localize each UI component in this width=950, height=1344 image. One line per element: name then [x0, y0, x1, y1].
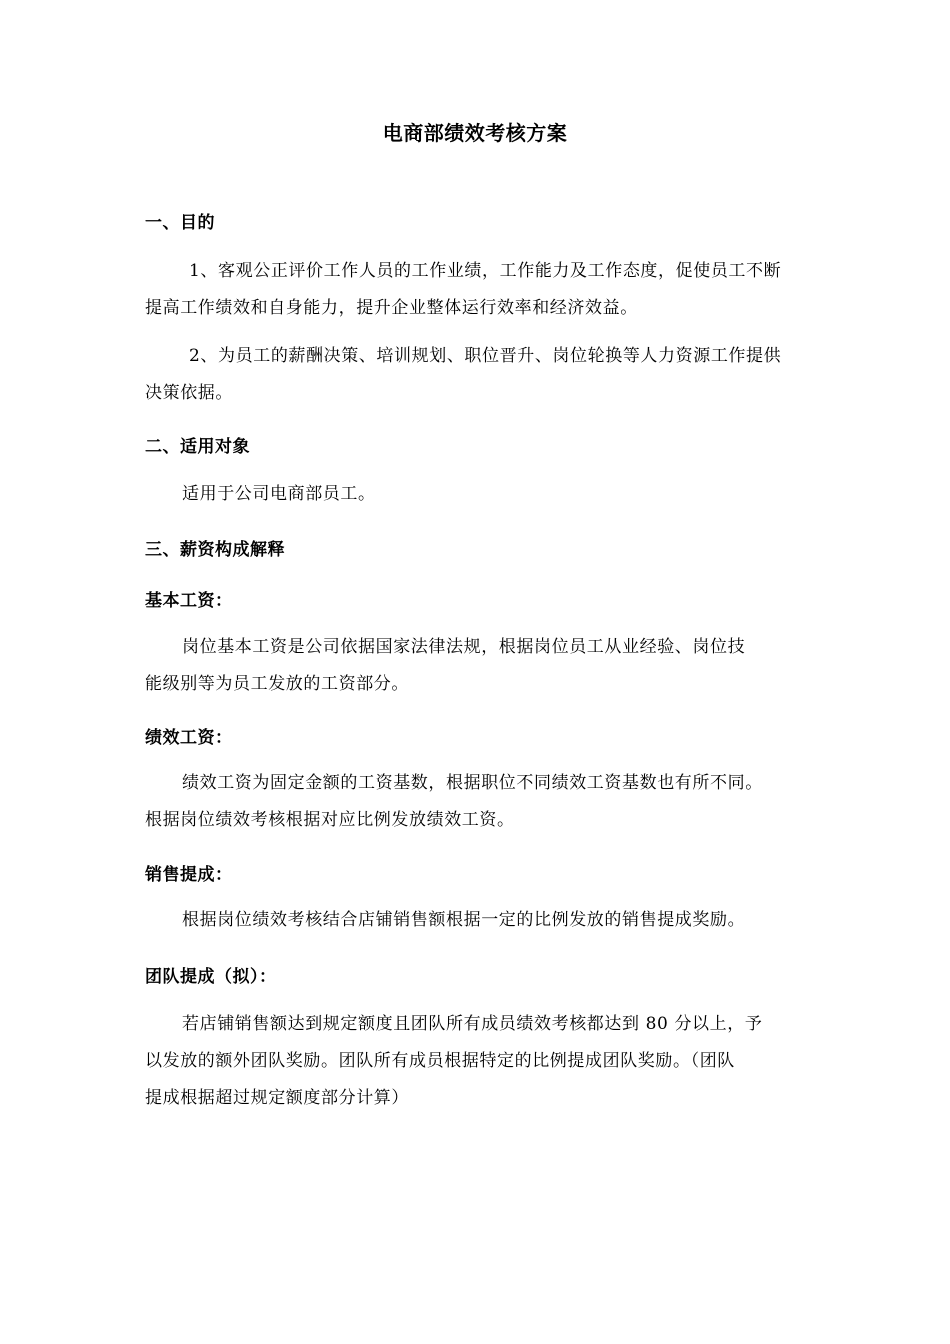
scope-paragraph — [145, 476, 376, 513]
paragraph-line: 能级别等为员工发放的工资部分。 — [145, 674, 409, 694]
paragraph-line: 提高工作绩效和自身能力，提升企业整体运行效率和经济效益。 — [145, 298, 638, 318]
paragraph-line: 根据岗位绩效考核结合店铺销售额根据一定的比例发放的销售提成奖励。 — [182, 910, 746, 930]
paragraph-line: 绩效工资为固定金额的工资基数，根据职位不同绩效工资基数也有所不同。 — [182, 773, 763, 793]
section-heading-scope: 二、适用对象 — [145, 437, 250, 457]
section-heading-purpose: 一、目的 — [145, 213, 215, 233]
paragraph-line: 以发放的额外团队奖励。团队所有成员根据特定的比例提成团队奖励。（团队 — [145, 1051, 735, 1071]
paragraph-line: 决策依据。 — [145, 383, 233, 403]
subheading-sales-commission: 销售提成： — [145, 865, 233, 885]
purpose-paragraph-1 — [145, 253, 781, 327]
paragraph-line: 2、为员工的薪酬决策、培训规划、职位晋升、岗位轮换等人力资源工作提供 — [189, 346, 782, 366]
paragraph-line: 根据岗位绩效考核根据对应比例发放绩效工资。 — [145, 810, 515, 830]
subheading-base-salary: 基本工资： — [145, 591, 233, 611]
sales-commission-paragraph — [145, 902, 745, 939]
team-commission-paragraph — [145, 1006, 762, 1117]
purpose-paragraph-2 — [145, 338, 781, 412]
paragraph-line: 适用于公司电商部员工。 — [182, 484, 376, 504]
subheading-team-commission: 团队提成（拟）： — [145, 967, 277, 987]
base-salary-paragraph — [145, 629, 745, 703]
section-heading-salary: 三、薪资构成解释 — [145, 540, 285, 560]
performance-salary-paragraph — [145, 765, 763, 839]
paragraph-line: 1、客观公正评价工作人员的工作业绩，工作能力及工作态度，促使员工不断 — [189, 261, 782, 281]
paragraph-line: 提成根据超过规定额度部分计算） — [145, 1088, 409, 1108]
paragraph-line: 岗位基本工资是公司依据国家法律法规，根据岗位员工从业经验、岗位技 — [182, 637, 746, 657]
subheading-performance-salary: 绩效工资： — [145, 728, 233, 748]
paragraph-line: 若店铺销售额达到规定额度且团队所有成员绩效考核都达到 80 分以上，予 — [182, 1014, 763, 1034]
document-title: 电商部绩效考核方案 — [382, 121, 568, 145]
